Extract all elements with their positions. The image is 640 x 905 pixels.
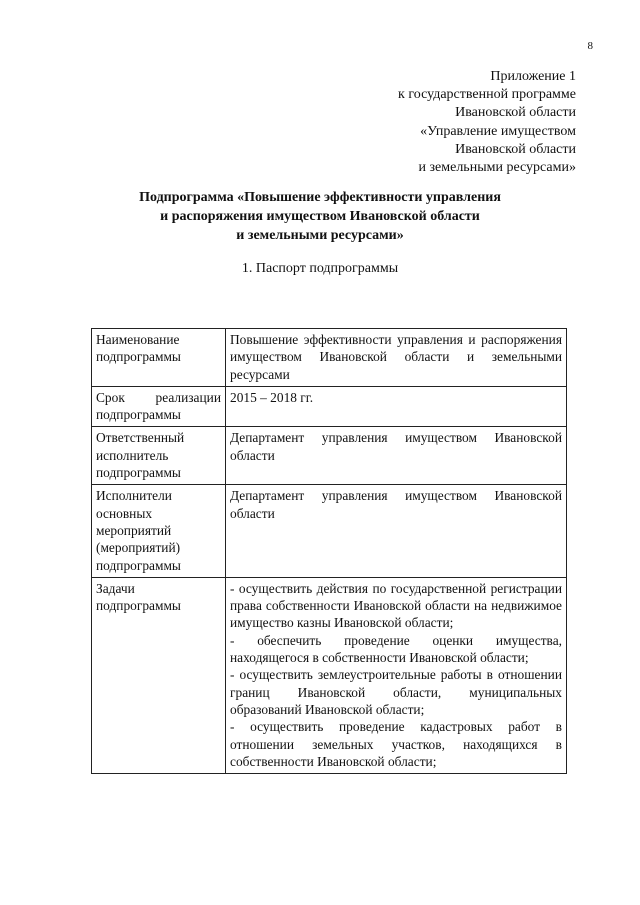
task-item: - осуществить землеустроительные работы в отношении границ Ивановской области, муниципальных образований Ивановской области; xyxy=(230,667,562,717)
task-item: - осуществить действия по государственной регистрации права собственности Ивановской области на недвижимое имущество казны Ивановской области; xyxy=(230,580,562,631)
row-value-tasks xyxy=(226,577,567,773)
row-value: 2015 – 2018 гг. xyxy=(226,386,567,427)
row-label: Исполнители основных мероприятий (мероприятий) подпрограммы xyxy=(92,485,226,577)
table-row xyxy=(92,386,567,427)
task-item: - осуществить проведение кадастровых работ в отношении земельных участков, находящихся в собственности Ивановской области; xyxy=(230,719,562,769)
row-value: Повышение эффективности управления и распоряжения имуществом Ивановской области и земельными ресурсами xyxy=(226,329,567,387)
title-line: и земельными ресурсами» xyxy=(236,228,404,243)
row-label: Ответственный исполнитель подпрограммы xyxy=(92,427,226,485)
appendix-line: «Управление имуществом xyxy=(420,123,576,139)
appendix-line: Приложение 1 xyxy=(490,69,576,84)
passport-table xyxy=(91,328,567,774)
row-label: Наименование подпрограммы xyxy=(92,329,226,387)
table-row xyxy=(92,329,567,387)
page-number: 8 xyxy=(587,40,593,52)
appendix-line: Ивановской области xyxy=(455,141,576,157)
subprogram-title xyxy=(0,188,640,245)
title-line: Подпрограмма «Повышение эффективности управления xyxy=(139,190,501,205)
row-label: Срок реализации подпрограммы xyxy=(92,386,226,427)
table-row xyxy=(92,577,567,773)
table-row xyxy=(92,485,567,577)
row-value: Департамент управления имуществом Ивановской области xyxy=(226,485,567,577)
appendix-block xyxy=(316,68,576,177)
row-label: Задачи подпрограммы xyxy=(92,577,226,773)
appendix-line: Ивановской области xyxy=(455,105,576,121)
appendix-line: к государственной программе xyxy=(398,87,576,103)
row-value: Департамент управления имуществом Ивановской области xyxy=(226,427,567,485)
section-heading: 1. Паспорт подпрограммы xyxy=(241,261,399,276)
table-row xyxy=(92,427,567,485)
appendix-line: и земельными ресурсами» xyxy=(418,160,576,176)
task-item: - обеспечить проведение оценки имущества, находящегося в собственности Ивановской области; xyxy=(230,632,562,666)
title-line: и распоряжения имуществом Ивановской области xyxy=(160,209,480,224)
